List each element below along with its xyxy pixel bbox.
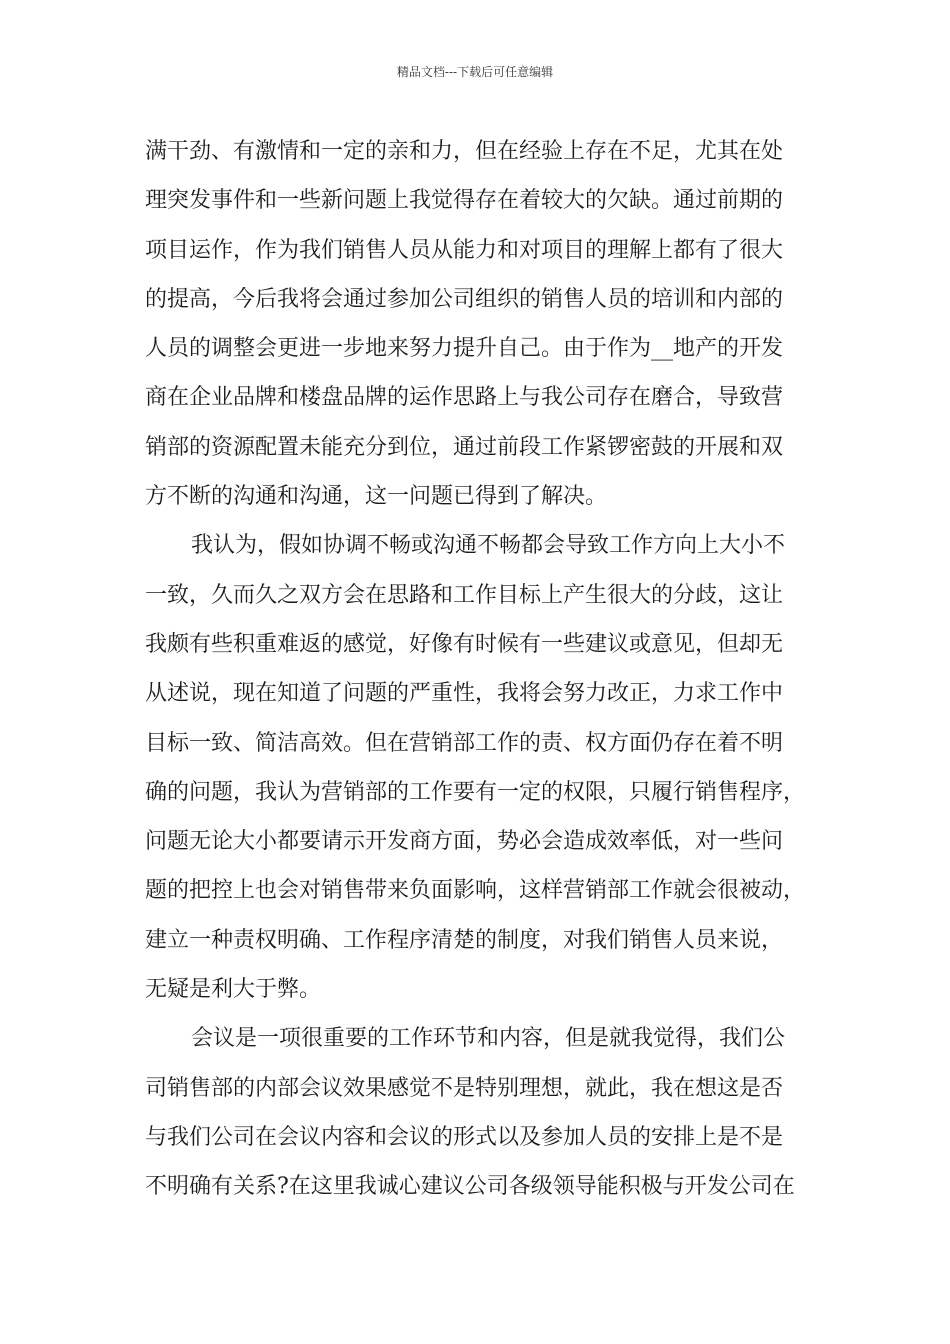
text-line: 销部的资源配置未能充分到位，通过前段工作紧锣密鼓的开展和双 bbox=[145, 434, 784, 460]
text-line: 满干劲、有激情和一定的亲和力，但在经验上存在不足，尤其在处 bbox=[145, 139, 784, 164]
text-line: 与我们公司在会议内容和会议的形式以及参加人员的安排上是不是 bbox=[145, 1124, 784, 1150]
text-line: 项目运作，作为我们销售人员从能力和对项目的理解上都有了很大 bbox=[145, 237, 784, 263]
text-line: 题的把控上也会对销售带来负面影响，这样营销部工作就会很被动， bbox=[145, 878, 806, 904]
text-line: 确的问题，我认为营销部的工作要有一定的权限，只履行销售程序， bbox=[145, 779, 806, 805]
text-line: 人员的调整会更进一步地来努力提升自己。由于作为__地产的开发 bbox=[145, 336, 784, 362]
paragraph-2 bbox=[145, 526, 825, 1019]
text-line: 司销售部的内部会议效果感觉不是特别理想，就此，我在想这是否 bbox=[145, 1075, 784, 1101]
text-line: 一致，久而久之双方会在思路和工作目标上产生很大的分歧，这让 bbox=[145, 582, 784, 608]
paragraph-1 bbox=[145, 132, 825, 526]
document-body bbox=[145, 132, 825, 1217]
text-line: 无疑是利大于弊。 bbox=[145, 977, 322, 1003]
text-line: 我颇有些积重难返的感觉，好像有时候有一些建议或意见，但却无 bbox=[145, 631, 784, 657]
text-line: 商在企业品牌和楼盘品牌的运作思路上与我公司存在磨合，导致营 bbox=[145, 385, 784, 411]
text-line: 建立一种责权明确、工作程序清楚的制度，对我们销售人员来说， bbox=[145, 927, 784, 953]
text-line: 理突发事件和一些新问题上我觉得存在着较大的欠缺。通过前期的 bbox=[145, 188, 784, 214]
text-line: 目标一致、简洁高效。但在营销部工作的责、权方面仍存在着不明 bbox=[145, 730, 784, 756]
text-line: 的提高，今后我将会通过参加公司组织的销售人员的培训和内部的 bbox=[145, 286, 784, 312]
text-line: 不明确有关系?在这里我诚心建议公司各级领导能积极与开发公司在 bbox=[145, 1174, 795, 1200]
text-line: 方不断的沟通和沟通，这一问题已得到了解决。 bbox=[145, 484, 608, 510]
text-line: 会议是一项很重要的工作环节和内容，但是就我觉得，我们公 bbox=[191, 1026, 786, 1052]
page-header: 精品文档---下载后可任意编辑 bbox=[396, 65, 554, 79]
text-line: 从述说，现在知道了问题的严重性，我将会努力改正，力求工作中 bbox=[145, 681, 784, 707]
paragraph-3 bbox=[145, 1019, 825, 1216]
text-line: 我认为，假如协调不畅或沟通不畅都会导致工作方向上大小不 bbox=[191, 533, 786, 559]
text-line: 问题无论大小都要请示开发商方面，势必会造成效率低，对一些问 bbox=[145, 829, 784, 855]
